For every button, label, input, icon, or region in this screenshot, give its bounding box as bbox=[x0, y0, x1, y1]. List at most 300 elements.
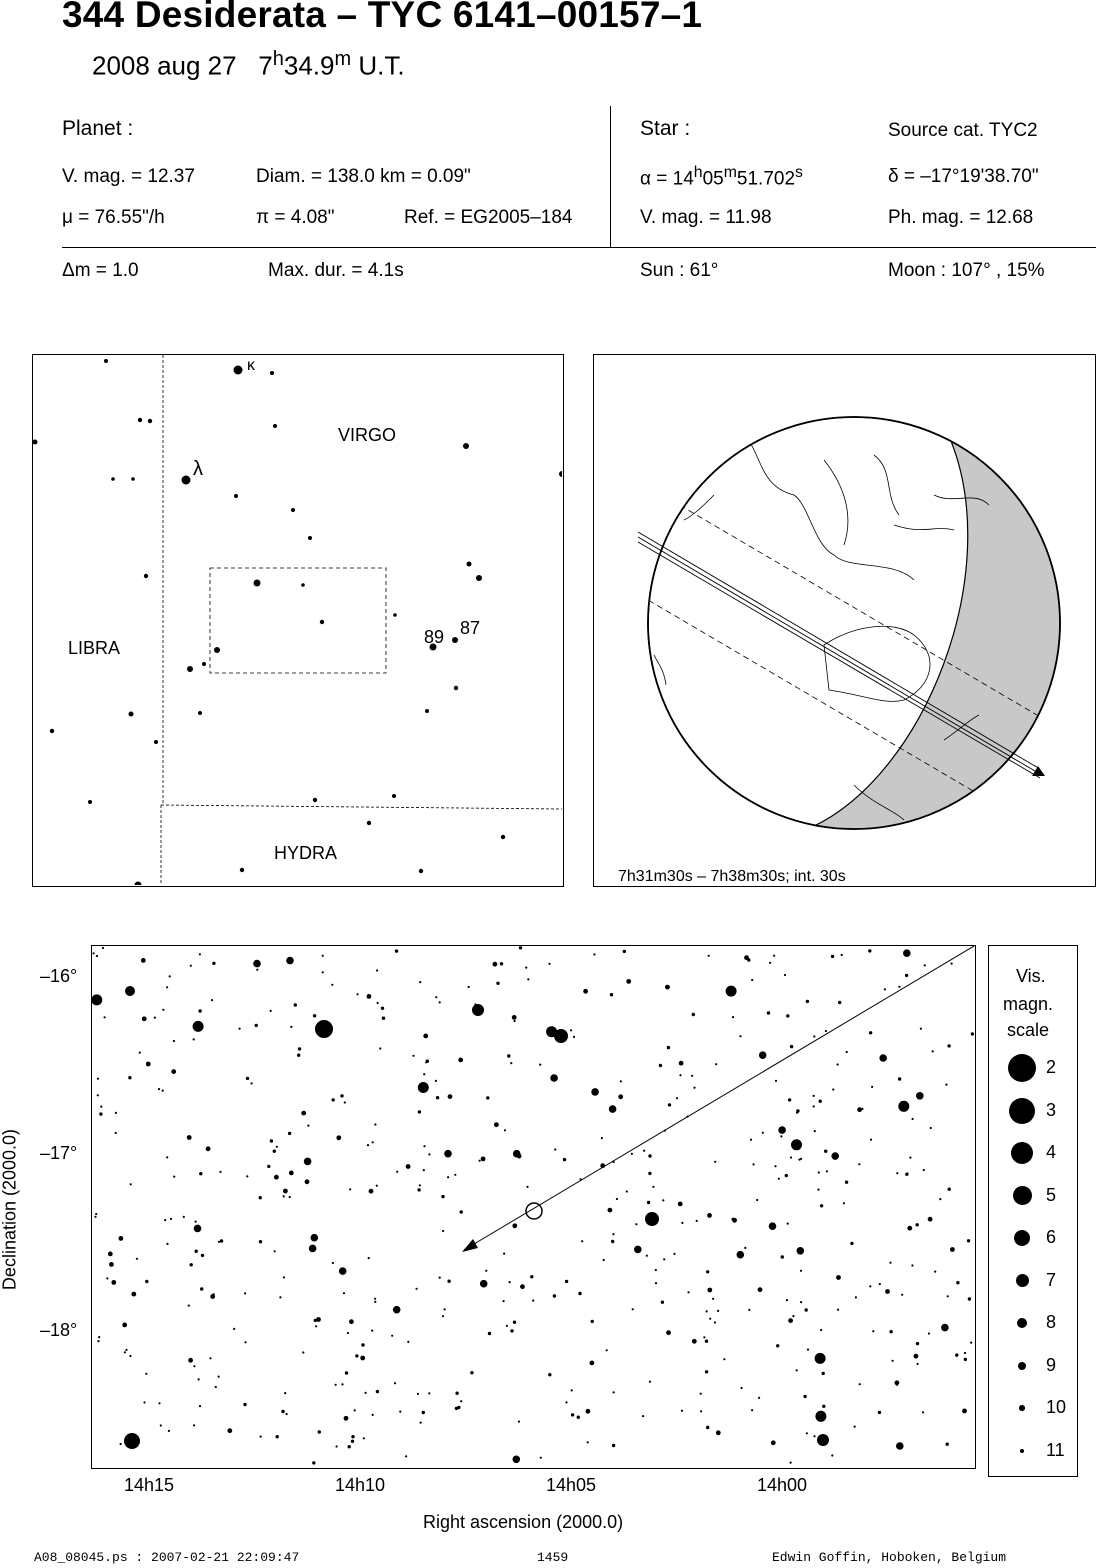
field-star bbox=[813, 1435, 815, 1437]
field-star bbox=[513, 1150, 521, 1158]
field-star bbox=[195, 1250, 198, 1253]
field-star bbox=[784, 974, 786, 976]
field-star bbox=[417, 1188, 420, 1191]
field-star bbox=[95, 1213, 97, 1215]
field-star bbox=[800, 1301, 802, 1303]
field-star bbox=[444, 1150, 452, 1158]
field-star bbox=[435, 1080, 437, 1082]
legend-label-9: 9 bbox=[1046, 1354, 1057, 1375]
field-star bbox=[503, 1300, 505, 1302]
xtick-14h10: 14h10 bbox=[335, 1475, 386, 1495]
label-libra: LIBRA bbox=[68, 638, 121, 658]
field-star bbox=[548, 963, 550, 965]
field-star bbox=[115, 1132, 117, 1134]
field-star bbox=[109, 1262, 114, 1267]
ytick-18: –18° bbox=[40, 1320, 78, 1340]
field-star bbox=[513, 1321, 516, 1324]
field-star bbox=[663, 1258, 665, 1260]
field-star bbox=[578, 1292, 581, 1295]
field-star bbox=[294, 1003, 297, 1006]
label-89: 89 bbox=[424, 627, 445, 647]
field-star bbox=[199, 1405, 201, 1407]
field-star bbox=[369, 1189, 374, 1194]
field-star bbox=[587, 1441, 589, 1443]
field-star bbox=[201, 1254, 204, 1257]
field-star bbox=[526, 1186, 528, 1188]
star-chart bbox=[91, 945, 976, 1469]
field-star bbox=[774, 1165, 776, 1167]
field-star bbox=[751, 979, 753, 981]
field-star bbox=[500, 962, 503, 965]
field-star bbox=[786, 1014, 789, 1017]
field-star bbox=[510, 1062, 512, 1064]
field-star bbox=[115, 1112, 117, 1114]
bright-star bbox=[124, 1433, 140, 1449]
field-star bbox=[164, 1219, 166, 1221]
field-star bbox=[519, 946, 522, 949]
field-star bbox=[129, 1355, 131, 1357]
field-star bbox=[448, 1094, 453, 1099]
field-star bbox=[376, 969, 378, 971]
field-star bbox=[879, 1054, 887, 1062]
field-star bbox=[517, 1458, 519, 1460]
field-star bbox=[631, 1153, 633, 1155]
shadow-direction-arrow bbox=[1032, 766, 1045, 776]
bright-star bbox=[645, 1212, 659, 1226]
field-star bbox=[885, 1289, 890, 1294]
star-heading: Star : bbox=[640, 117, 691, 140]
field-star bbox=[916, 1223, 919, 1226]
field-star bbox=[715, 1063, 717, 1065]
field-star bbox=[444, 1308, 446, 1310]
field-star bbox=[376, 1390, 379, 1393]
field-star bbox=[506, 1325, 508, 1327]
field-star bbox=[244, 1292, 246, 1294]
x-axis-label: Right ascension (2000.0) bbox=[423, 1512, 624, 1532]
field-star bbox=[374, 1301, 376, 1303]
field-star bbox=[601, 1137, 603, 1139]
field-star bbox=[800, 1270, 802, 1272]
legend-title-1: Vis. bbox=[1016, 966, 1046, 986]
legend-dot-4 bbox=[1011, 1142, 1033, 1164]
field-star bbox=[681, 1410, 683, 1412]
field-star bbox=[771, 1440, 776, 1445]
field-star bbox=[442, 1230, 444, 1232]
field-star bbox=[493, 962, 498, 967]
field-star bbox=[945, 1084, 947, 1086]
field-star bbox=[626, 1190, 628, 1192]
field-star bbox=[707, 1213, 712, 1218]
field-star bbox=[889, 1262, 891, 1264]
legend-label-10: 10 bbox=[1046, 1397, 1067, 1417]
field-star bbox=[513, 1456, 521, 1464]
field-star bbox=[393, 1306, 401, 1314]
field-star bbox=[968, 1297, 971, 1300]
field-star bbox=[917, 1363, 919, 1365]
field-star bbox=[623, 950, 626, 953]
field-star bbox=[751, 1409, 753, 1411]
field-star bbox=[92, 994, 102, 1005]
field-star bbox=[368, 1257, 370, 1259]
field-star bbox=[554, 1148, 556, 1150]
field-star bbox=[922, 1411, 924, 1413]
field-star bbox=[281, 1410, 284, 1413]
field-star bbox=[854, 1426, 856, 1428]
planet-ref: Ref. = EG2005–184 bbox=[404, 207, 573, 228]
field-star bbox=[668, 1103, 671, 1106]
field-star bbox=[391, 1335, 393, 1337]
field-star bbox=[655, 1282, 657, 1284]
sun-elongation: Sun : 61° bbox=[640, 260, 719, 281]
field-star bbox=[586, 1409, 591, 1414]
field-star bbox=[367, 994, 372, 999]
field-star bbox=[289, 1171, 294, 1176]
field-star bbox=[790, 1462, 792, 1464]
field-star bbox=[322, 971, 324, 973]
magnitude-legend bbox=[988, 945, 1078, 1477]
field-star bbox=[716, 1430, 721, 1435]
field-star bbox=[753, 1163, 755, 1165]
field-star bbox=[143, 1401, 145, 1403]
field-star bbox=[512, 1015, 517, 1020]
field-star bbox=[206, 1146, 211, 1151]
finder-chart bbox=[32, 354, 564, 887]
field-star bbox=[227, 1428, 232, 1433]
finder-chart-svg bbox=[33, 355, 562, 885]
field-star bbox=[609, 1105, 617, 1113]
field-star bbox=[737, 1251, 745, 1259]
field-star bbox=[363, 1437, 365, 1439]
field-star bbox=[98, 1336, 100, 1338]
field-star bbox=[200, 1287, 203, 1290]
field-star bbox=[626, 979, 631, 984]
field-star bbox=[788, 1318, 793, 1323]
field-star bbox=[504, 1129, 506, 1131]
field-star bbox=[679, 1061, 684, 1066]
field-star bbox=[775, 1080, 777, 1082]
field-star bbox=[750, 1139, 752, 1141]
event-datetime: 2008 aug 27 7$^h$34.9$^m$ U.T. bbox=[92, 48, 405, 81]
field-star bbox=[813, 1105, 815, 1107]
field-star bbox=[762, 1132, 764, 1134]
footer-file: A08_08045.ps : 2007-02-21 22:09:47 bbox=[34, 1550, 300, 1565]
field-star bbox=[947, 1295, 949, 1297]
field-star bbox=[93, 952, 95, 954]
field-star bbox=[166, 1243, 168, 1245]
field-star bbox=[813, 1035, 815, 1037]
field-star bbox=[590, 1361, 595, 1366]
field-star bbox=[907, 1226, 912, 1231]
field-star bbox=[339, 1267, 347, 1275]
field-star bbox=[244, 1341, 246, 1343]
field-star bbox=[441, 1195, 444, 1198]
field-star bbox=[347, 1332, 349, 1334]
field-star bbox=[344, 1101, 346, 1103]
field-star bbox=[141, 958, 146, 963]
field-star bbox=[171, 1069, 176, 1074]
field-star bbox=[454, 1174, 456, 1176]
field-star bbox=[878, 1411, 881, 1414]
field-star bbox=[481, 1157, 486, 1162]
field-star bbox=[726, 986, 737, 997]
field-star bbox=[838, 1001, 841, 1004]
chart-ticks bbox=[0, 0, 40, 20]
field-star bbox=[354, 1409, 356, 1411]
field-star bbox=[712, 1298, 714, 1300]
xtick-14h05: 14h05 bbox=[546, 1475, 597, 1495]
field-star bbox=[796, 1369, 798, 1371]
field-star bbox=[423, 1145, 425, 1147]
field-star bbox=[283, 1276, 285, 1278]
field-star bbox=[356, 993, 358, 995]
field-star bbox=[256, 969, 258, 971]
field-star bbox=[305, 1179, 310, 1184]
field-star bbox=[374, 1123, 376, 1125]
field-star bbox=[509, 1281, 511, 1283]
field-star bbox=[780, 1135, 782, 1137]
field-star bbox=[744, 955, 749, 960]
field-star bbox=[946, 1443, 949, 1446]
field-star bbox=[145, 1280, 148, 1283]
field-star bbox=[932, 1050, 934, 1052]
field-star bbox=[705, 1370, 708, 1373]
field-star bbox=[188, 1358, 193, 1363]
field-star bbox=[458, 1058, 463, 1063]
bright-star bbox=[554, 1029, 568, 1043]
field-star bbox=[219, 1171, 221, 1173]
field-star bbox=[460, 1210, 463, 1213]
field-star bbox=[806, 1432, 808, 1434]
field-star bbox=[798, 1159, 800, 1161]
field-star bbox=[496, 982, 499, 985]
field-star bbox=[97, 1340, 99, 1342]
field-star bbox=[345, 1371, 348, 1374]
field-star bbox=[267, 1165, 270, 1168]
field-star bbox=[962, 1409, 967, 1414]
field-star bbox=[527, 978, 529, 980]
field-star bbox=[423, 1073, 425, 1075]
field-star bbox=[916, 1342, 919, 1345]
field-star bbox=[914, 1354, 919, 1359]
field-star bbox=[336, 1135, 341, 1140]
bright-star bbox=[125, 986, 135, 996]
field-star bbox=[693, 1087, 695, 1089]
field-star bbox=[372, 1141, 374, 1143]
field-star bbox=[837, 1063, 839, 1065]
field-star bbox=[139, 1052, 141, 1054]
field-star bbox=[814, 1130, 816, 1132]
field-star bbox=[939, 1198, 941, 1200]
star-ra: $\alpha = 14^h05^m51.702^s$ bbox=[640, 164, 803, 190]
field-star bbox=[120, 1443, 122, 1445]
field-star bbox=[884, 988, 886, 990]
field-star bbox=[570, 1029, 572, 1031]
field-star bbox=[435, 996, 437, 998]
field-star bbox=[608, 1208, 613, 1213]
field-star bbox=[259, 1196, 262, 1199]
field-star bbox=[301, 1111, 306, 1116]
field-star bbox=[714, 1321, 716, 1323]
field-star bbox=[705, 1340, 708, 1343]
field-star bbox=[911, 1264, 913, 1266]
field-star bbox=[190, 965, 192, 967]
field-star bbox=[577, 1416, 580, 1419]
field-star bbox=[289, 1196, 291, 1198]
star-phmag: Ph. mag. = 12.68 bbox=[888, 207, 1034, 228]
field-star bbox=[510, 1329, 513, 1332]
field-star bbox=[428, 1392, 430, 1394]
field-star bbox=[344, 1416, 349, 1421]
field-star bbox=[187, 1135, 192, 1140]
legend-dot-9 bbox=[1018, 1362, 1026, 1370]
field-star bbox=[756, 1199, 758, 1201]
field-star bbox=[947, 1044, 950, 1047]
field-star bbox=[525, 967, 527, 969]
field-star bbox=[870, 1139, 872, 1141]
field-star bbox=[309, 1245, 317, 1253]
ytick-16: –16° bbox=[40, 966, 78, 986]
field-star bbox=[183, 1216, 185, 1218]
field-star bbox=[708, 955, 710, 957]
field-star bbox=[667, 1046, 670, 1049]
field-star bbox=[198, 1378, 200, 1380]
field-star bbox=[331, 984, 333, 986]
field-star bbox=[610, 993, 613, 996]
field-star bbox=[365, 1392, 367, 1394]
field-star bbox=[649, 1381, 651, 1383]
field-star bbox=[634, 1246, 642, 1254]
label-hydra: HYDRA bbox=[274, 843, 338, 863]
field-star bbox=[706, 1426, 709, 1429]
field-star bbox=[928, 1332, 930, 1334]
field-star bbox=[420, 1422, 422, 1424]
field-star bbox=[348, 1445, 351, 1448]
field-star bbox=[612, 1233, 614, 1235]
field-star bbox=[826, 1170, 828, 1172]
field-star bbox=[573, 1036, 575, 1038]
field-star bbox=[425, 1061, 427, 1063]
field-star bbox=[351, 1440, 354, 1443]
field-star bbox=[692, 1339, 697, 1344]
field-star bbox=[706, 1310, 708, 1312]
field-star bbox=[951, 963, 953, 965]
field-star bbox=[787, 1223, 789, 1225]
field-star bbox=[100, 1106, 102, 1108]
field-star bbox=[199, 953, 201, 955]
field-star bbox=[374, 1298, 376, 1300]
field-star bbox=[349, 1319, 354, 1324]
field-star bbox=[815, 1353, 826, 1364]
field-star bbox=[479, 1160, 481, 1162]
field-star bbox=[928, 1217, 933, 1222]
field-star bbox=[102, 947, 104, 949]
field-star bbox=[950, 1247, 955, 1252]
delta-mag: Δm = 1.0 bbox=[62, 260, 139, 281]
legend-label-2: 2 bbox=[1046, 1057, 1057, 1077]
field-star bbox=[706, 1270, 709, 1273]
field-star bbox=[652, 1186, 654, 1188]
field-star bbox=[700, 1410, 702, 1412]
field-star bbox=[343, 1292, 345, 1294]
target-star-marker bbox=[526, 1203, 542, 1219]
field-star bbox=[898, 1077, 901, 1080]
legend-label-3: 3 bbox=[1046, 1099, 1057, 1120]
field-star bbox=[909, 1157, 911, 1159]
field-star bbox=[858, 1163, 860, 1165]
field-star bbox=[376, 1185, 378, 1187]
field-star bbox=[920, 1028, 922, 1030]
legend-dot-2 bbox=[1008, 1054, 1036, 1082]
field-star bbox=[332, 1098, 335, 1101]
field-star bbox=[480, 1280, 488, 1288]
field-star bbox=[246, 1077, 249, 1080]
field-star bbox=[896, 1384, 898, 1386]
field-star bbox=[565, 1280, 568, 1283]
field-star bbox=[341, 1383, 343, 1385]
field-star bbox=[485, 1270, 487, 1272]
field-star bbox=[351, 1435, 354, 1438]
field-star bbox=[553, 1294, 556, 1297]
field-star bbox=[246, 1175, 248, 1177]
field-star bbox=[758, 1287, 763, 1292]
field-star bbox=[791, 1139, 802, 1150]
field-star bbox=[173, 1176, 175, 1178]
field-star bbox=[220, 1239, 223, 1242]
field-star bbox=[468, 986, 470, 988]
field-star bbox=[315, 1325, 317, 1327]
field-star bbox=[274, 1175, 279, 1180]
field-star bbox=[405, 1455, 407, 1457]
field-star bbox=[304, 1158, 312, 1166]
field-star bbox=[530, 1275, 533, 1278]
planet-heading: Planet : bbox=[62, 117, 134, 140]
field-star bbox=[797, 1247, 805, 1255]
field-star bbox=[213, 1293, 215, 1295]
legend-label-6: 6 bbox=[1046, 1227, 1057, 1247]
label-virgo: VIRGO bbox=[338, 425, 397, 445]
field-star bbox=[259, 1240, 262, 1243]
field-star bbox=[136, 1258, 138, 1260]
field-star bbox=[901, 1294, 903, 1296]
field-star bbox=[643, 1150, 645, 1152]
field-star bbox=[603, 1259, 605, 1261]
bright-star bbox=[817, 1434, 829, 1446]
field-star bbox=[270, 1010, 272, 1012]
field-star bbox=[270, 1139, 273, 1142]
field-star bbox=[655, 1269, 657, 1271]
field-star bbox=[318, 1430, 321, 1433]
field-star bbox=[145, 1373, 147, 1375]
field-star bbox=[297, 1054, 300, 1057]
field-star bbox=[97, 1078, 99, 1080]
field-star bbox=[470, 1371, 473, 1374]
field-star bbox=[416, 1288, 418, 1290]
field-star bbox=[548, 1373, 551, 1376]
header-divider-horizontal bbox=[62, 247, 1096, 248]
field-star bbox=[251, 1082, 253, 1084]
legend-dot-6 bbox=[1014, 1230, 1030, 1246]
legend-label-8: 8 bbox=[1046, 1312, 1057, 1332]
field-star bbox=[824, 1150, 827, 1153]
field-star bbox=[419, 981, 421, 983]
field-star bbox=[696, 1220, 698, 1222]
field-star bbox=[316, 1317, 321, 1322]
field-star bbox=[632, 1308, 634, 1310]
field-star bbox=[691, 1075, 693, 1077]
field-star bbox=[243, 1403, 246, 1406]
field-star bbox=[967, 1239, 970, 1242]
bright-star bbox=[315, 1020, 333, 1038]
